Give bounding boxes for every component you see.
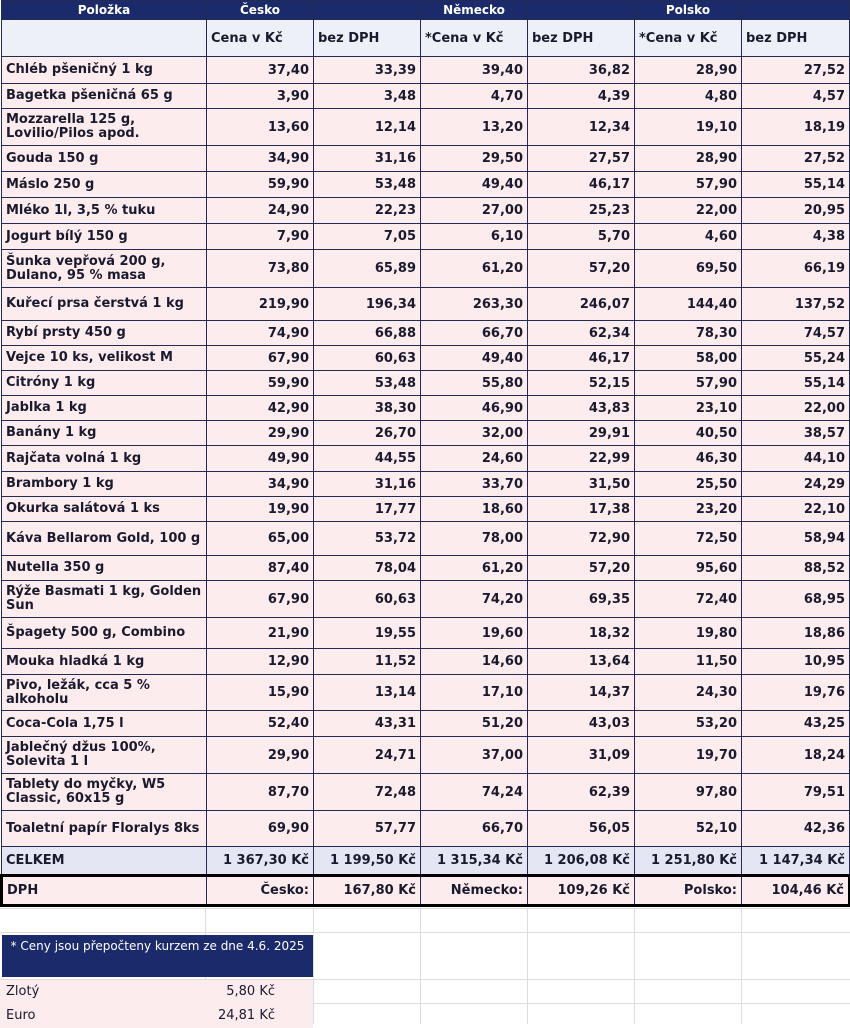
price-cell: 12,90 [207, 649, 314, 675]
country-header-pl: Polsko [635, 1, 742, 20]
price-cell: 52,15 [528, 371, 635, 396]
table-row [2, 774, 850, 811]
vat-cell: Polsko: [635, 876, 742, 906]
price-cell: 17,77 [314, 497, 421, 522]
price-cell: 57,20 [528, 556, 635, 581]
price-cell: 43,25 [742, 711, 850, 737]
subheader-cell: bez DPH [528, 20, 635, 57]
header-spacer [742, 1, 850, 20]
price-cell: 137,52 [742, 288, 850, 321]
price-cell: 196,34 [314, 288, 421, 321]
price-cell: 55,24 [742, 346, 850, 371]
table-row [2, 581, 850, 618]
price-cell: 74,24 [421, 774, 528, 811]
price-cell: 38,57 [742, 421, 850, 446]
price-cell: 97,80 [635, 774, 742, 811]
table-row [2, 421, 850, 446]
item-name-cell: Chléb pšeničný 1 kg [2, 57, 207, 84]
price-cell: 57,90 [635, 371, 742, 396]
gridline [741, 908, 742, 1024]
price-cell: 42,36 [742, 811, 850, 847]
table-row [2, 250, 850, 288]
price-cell: 13,20 [421, 109, 528, 146]
price-cell: 69,90 [207, 811, 314, 847]
price-cell: 24,90 [207, 198, 314, 224]
price-cell: 53,48 [314, 371, 421, 396]
price-cell: 57,20 [528, 250, 635, 288]
price-cell: 34,90 [207, 146, 314, 172]
price-cell: 72,40 [635, 581, 742, 618]
table-row [2, 618, 850, 649]
price-cell: 36,82 [528, 57, 635, 84]
price-cell: 37,40 [207, 57, 314, 84]
header-spacer [314, 1, 421, 20]
item-name-cell: Bagetka pšeničná 65 g [2, 84, 207, 109]
price-cell: 74,20 [421, 581, 528, 618]
price-cell: 46,17 [528, 172, 635, 198]
price-cell: 6,10 [421, 224, 528, 250]
price-cell: 51,20 [421, 711, 528, 737]
price-cell: 26,70 [314, 421, 421, 446]
price-cell: 69,35 [528, 581, 635, 618]
price-cell: 62,39 [528, 774, 635, 811]
price-cell: 19,80 [635, 618, 742, 649]
price-cell: 42,90 [207, 396, 314, 421]
item-name-cell: Máslo 250 g [2, 172, 207, 198]
exchange-rate-note: * Ceny jsou přepočteny kurzem ze dne 4.6. 2025 [2, 935, 313, 977]
price-cell: 58,94 [742, 522, 850, 556]
rate-value: 24,81 Kč [217, 1008, 275, 1023]
item-name-cell: Banány 1 kg [2, 421, 207, 446]
price-cell: 263,30 [421, 288, 528, 321]
country-header-de: Německo [421, 1, 528, 20]
price-cell: 12,14 [314, 109, 421, 146]
vat-cell: Německo: [421, 876, 528, 906]
price-cell: 19,10 [635, 109, 742, 146]
gridline [420, 908, 421, 1024]
table-row [2, 321, 850, 346]
price-cell: 53,20 [635, 711, 742, 737]
item-name-cell: Toaletní papír Floralys 8ks [2, 811, 207, 847]
price-cell: 246,07 [528, 288, 635, 321]
item-name-cell: Tablety do myčky, W5 Classic, 60x15 g [2, 774, 207, 811]
item-name-cell: Citróny 1 kg [2, 371, 207, 396]
table-row [2, 446, 850, 472]
price-cell: 14,60 [421, 649, 528, 675]
total-cell: 1 315,34 Kč [421, 847, 528, 876]
item-name-cell: Jablka 1 kg [2, 396, 207, 421]
price-cell: 72,48 [314, 774, 421, 811]
price-cell: 22,23 [314, 198, 421, 224]
price-cell: 4,38 [742, 224, 850, 250]
item-name-cell: Rýže Basmati 1 kg, Golden Sun [2, 581, 207, 618]
price-cell: 31,50 [528, 472, 635, 497]
gridline [634, 908, 635, 1024]
table-row [2, 811, 850, 847]
price-cell: 66,70 [421, 321, 528, 346]
price-cell: 17,10 [421, 675, 528, 711]
price-cell: 25,23 [528, 198, 635, 224]
item-name-cell: Mléko 1l, 3,5 % tuku [2, 198, 207, 224]
price-cell: 55,14 [742, 172, 850, 198]
total-cell: 1 206,08 Kč [528, 847, 635, 876]
total-cell: 1 199,50 Kč [314, 847, 421, 876]
price-cell: 74,90 [207, 321, 314, 346]
price-cell: 24,71 [314, 737, 421, 774]
table-row [2, 522, 850, 556]
table-row [2, 288, 850, 321]
price-cell: 59,90 [207, 371, 314, 396]
price-cell: 12,34 [528, 109, 635, 146]
price-cell: 4,60 [635, 224, 742, 250]
price-cell: 22,00 [742, 396, 850, 421]
price-cell: 79,51 [742, 774, 850, 811]
price-cell: 72,50 [635, 522, 742, 556]
price-cell: 11,50 [635, 649, 742, 675]
price-cell: 58,00 [635, 346, 742, 371]
price-cell: 13,64 [528, 649, 635, 675]
price-cell: 31,16 [314, 146, 421, 172]
subheader-cell: *Cena v Kč [635, 20, 742, 57]
rate-value: 5,80 Kč [226, 984, 275, 999]
table-row [2, 396, 850, 421]
country-header-cz: Česko [207, 1, 314, 20]
price-cell: 33,39 [314, 57, 421, 84]
price-cell: 19,55 [314, 618, 421, 649]
price-cell: 29,91 [528, 421, 635, 446]
item-name-cell: Vejce 10 ks, velikost M [2, 346, 207, 371]
price-cell: 18,24 [742, 737, 850, 774]
price-cell: 4,70 [421, 84, 528, 109]
price-cell: 39,40 [421, 57, 528, 84]
price-cell: 22,10 [742, 497, 850, 522]
total-label: CELKEM [2, 847, 207, 876]
price-cell: 67,90 [207, 581, 314, 618]
price-cell: 23,20 [635, 497, 742, 522]
price-cell: 4,57 [742, 84, 850, 109]
price-cell: 62,34 [528, 321, 635, 346]
price-cell: 78,30 [635, 321, 742, 346]
table-row [2, 472, 850, 497]
gridline [0, 932, 850, 933]
price-cell: 46,30 [635, 446, 742, 472]
item-name-cell: Kuřecí prsa čerstvá 1 kg [2, 288, 207, 321]
price-cell: 43,83 [528, 396, 635, 421]
price-cell: 53,48 [314, 172, 421, 198]
price-cell: 73,80 [207, 250, 314, 288]
price-cell: 33,70 [421, 472, 528, 497]
price-cell: 20,95 [742, 198, 850, 224]
item-name-cell: Jogurt bílý 150 g [2, 224, 207, 250]
item-name-cell: Coca-Cola 1,75 l [2, 711, 207, 737]
price-cell: 34,90 [207, 472, 314, 497]
price-cell: 46,90 [421, 396, 528, 421]
table-row [2, 146, 850, 172]
table-row [2, 346, 850, 371]
price-cell: 38,30 [314, 396, 421, 421]
subheader-cell: bez DPH [742, 20, 850, 57]
price-cell: 28,90 [635, 146, 742, 172]
price-cell: 88,52 [742, 556, 850, 581]
price-cell: 27,00 [421, 198, 528, 224]
price-cell: 72,90 [528, 522, 635, 556]
price-cell: 55,80 [421, 371, 528, 396]
price-cell: 23,10 [635, 396, 742, 421]
price-cell: 53,72 [314, 522, 421, 556]
price-cell: 10,95 [742, 649, 850, 675]
total-row [2, 847, 850, 876]
price-cell: 18,86 [742, 618, 850, 649]
price-cell: 13,60 [207, 109, 314, 146]
price-cell: 4,39 [528, 84, 635, 109]
price-cell: 14,37 [528, 675, 635, 711]
price-cell: 60,63 [314, 346, 421, 371]
price-cell: 22,99 [528, 446, 635, 472]
vat-cell: 109,26 Kč [528, 876, 635, 906]
price-cell: 61,20 [421, 556, 528, 581]
price-cell: 43,03 [528, 711, 635, 737]
price-cell: 7,90 [207, 224, 314, 250]
rate-row-euro [0, 1004, 313, 1028]
price-cell: 95,60 [635, 556, 742, 581]
vat-label: DPH [2, 876, 207, 906]
price-cell: 4,80 [635, 84, 742, 109]
price-cell: 18,60 [421, 497, 528, 522]
table-row [2, 84, 850, 109]
table-row [2, 556, 850, 581]
price-cell: 61,20 [421, 250, 528, 288]
price-cell: 37,00 [421, 737, 528, 774]
header-row-columns [2, 20, 850, 57]
price-cell: 15,90 [207, 675, 314, 711]
price-cell: 46,17 [528, 346, 635, 371]
price-cell: 3,90 [207, 84, 314, 109]
item-column-header: Položka [2, 1, 207, 20]
item-name-cell: Nutella 350 g [2, 556, 207, 581]
price-cell: 3,48 [314, 84, 421, 109]
vat-cell: Česko: [207, 876, 314, 906]
gridline [527, 908, 528, 1024]
price-cell: 5,70 [528, 224, 635, 250]
rate-name: Zlotý [6, 984, 40, 999]
header-row-countries [2, 1, 850, 20]
price-cell: 25,50 [635, 472, 742, 497]
table-row [2, 109, 850, 146]
item-name-cell: Jablečný džus 100%, Solevita 1 l [2, 737, 207, 774]
subheader-cell: *Cena v Kč [421, 20, 528, 57]
rate-name: Euro [6, 1008, 36, 1023]
price-cell: 44,10 [742, 446, 850, 472]
price-cell: 32,00 [421, 421, 528, 446]
vat-row [2, 876, 850, 906]
price-cell: 24,29 [742, 472, 850, 497]
price-cell: 69,50 [635, 250, 742, 288]
price-cell: 18,32 [528, 618, 635, 649]
table-row [2, 649, 850, 675]
total-cell: 1 147,34 Kč [742, 847, 850, 876]
price-cell: 18,19 [742, 109, 850, 146]
item-name-cell: Rajčata volná 1 kg [2, 446, 207, 472]
gridline [313, 908, 314, 1024]
price-cell: 43,31 [314, 711, 421, 737]
table-row [2, 172, 850, 198]
price-cell: 219,90 [207, 288, 314, 321]
price-cell: 7,05 [314, 224, 421, 250]
total-cell: 1 367,30 Kč [207, 847, 314, 876]
price-cell: 40,50 [635, 421, 742, 446]
item-name-cell: Pivo, ležák, cca 5 % alkoholu [2, 675, 207, 711]
price-cell: 52,10 [635, 811, 742, 847]
price-cell: 66,88 [314, 321, 421, 346]
price-cell: 49,40 [421, 346, 528, 371]
price-cell: 55,14 [742, 371, 850, 396]
price-cell: 59,90 [207, 172, 314, 198]
table-row [2, 497, 850, 522]
price-cell: 19,60 [421, 618, 528, 649]
table-row [2, 737, 850, 774]
price-cell: 65,89 [314, 250, 421, 288]
price-cell: 87,40 [207, 556, 314, 581]
price-cell: 44,55 [314, 446, 421, 472]
price-cell: 49,90 [207, 446, 314, 472]
item-name-cell: Káva Bellarom Gold, 100 g [2, 522, 207, 556]
price-cell: 78,00 [421, 522, 528, 556]
table-row [2, 57, 850, 84]
price-cell: 52,40 [207, 711, 314, 737]
item-name-cell: Brambory 1 kg [2, 472, 207, 497]
price-cell: 57,90 [635, 172, 742, 198]
price-cell: 27,52 [742, 146, 850, 172]
header-spacer [528, 1, 635, 20]
price-cell: 29,90 [207, 737, 314, 774]
item-name-cell: Gouda 150 g [2, 146, 207, 172]
price-cell: 57,77 [314, 811, 421, 847]
vat-cell: 167,80 Kč [314, 876, 421, 906]
price-cell: 78,04 [314, 556, 421, 581]
item-name-cell: Rybí prsty 450 g [2, 321, 207, 346]
price-cell: 24,30 [635, 675, 742, 711]
price-cell: 31,09 [528, 737, 635, 774]
item-name-cell: Mozzarella 125 g, Lovilio/Pilos apod. [2, 109, 207, 146]
table-row [2, 675, 850, 711]
vat-cell: 104,46 Kč [742, 876, 850, 906]
rate-row-zloty [0, 980, 313, 1004]
price-cell: 144,40 [635, 288, 742, 321]
price-cell: 66,19 [742, 250, 850, 288]
item-name-cell: Špagety 500 g, Combino [2, 618, 207, 649]
table-row [2, 371, 850, 396]
price-cell: 11,52 [314, 649, 421, 675]
price-cell: 21,90 [207, 618, 314, 649]
table-row [2, 711, 850, 737]
price-cell: 31,16 [314, 472, 421, 497]
price-cell: 29,50 [421, 146, 528, 172]
total-cell: 1 251,80 Kč [635, 847, 742, 876]
price-cell: 19,90 [207, 497, 314, 522]
item-name-cell: Šunka vepřová 200 g, Dulano, 95 % masa [2, 250, 207, 288]
price-cell: 27,52 [742, 57, 850, 84]
item-name-cell: Mouka hladká 1 kg [2, 649, 207, 675]
price-cell: 49,40 [421, 172, 528, 198]
price-cell: 60,63 [314, 581, 421, 618]
price-cell: 24,60 [421, 446, 528, 472]
price-cell: 68,95 [742, 581, 850, 618]
price-cell: 67,90 [207, 346, 314, 371]
price-cell: 87,70 [207, 774, 314, 811]
price-cell: 17,38 [528, 497, 635, 522]
subheader-cell: Cena v Kč [207, 20, 314, 57]
subheader-cell: bez DPH [314, 20, 421, 57]
item-name-cell: Okurka salátová 1 ks [2, 497, 207, 522]
gridline [0, 908, 850, 909]
header-blank [2, 20, 207, 57]
price-cell: 19,76 [742, 675, 850, 711]
price-cell: 65,00 [207, 522, 314, 556]
table-row [2, 198, 850, 224]
price-cell: 29,90 [207, 421, 314, 446]
table-row [2, 224, 850, 250]
price-cell: 27,57 [528, 146, 635, 172]
price-cell: 19,70 [635, 737, 742, 774]
price-cell: 66,70 [421, 811, 528, 847]
price-cell: 13,14 [314, 675, 421, 711]
price-cell: 74,57 [742, 321, 850, 346]
price-cell: 56,05 [528, 811, 635, 847]
price-cell: 22,00 [635, 198, 742, 224]
price-cell: 28,90 [635, 57, 742, 84]
